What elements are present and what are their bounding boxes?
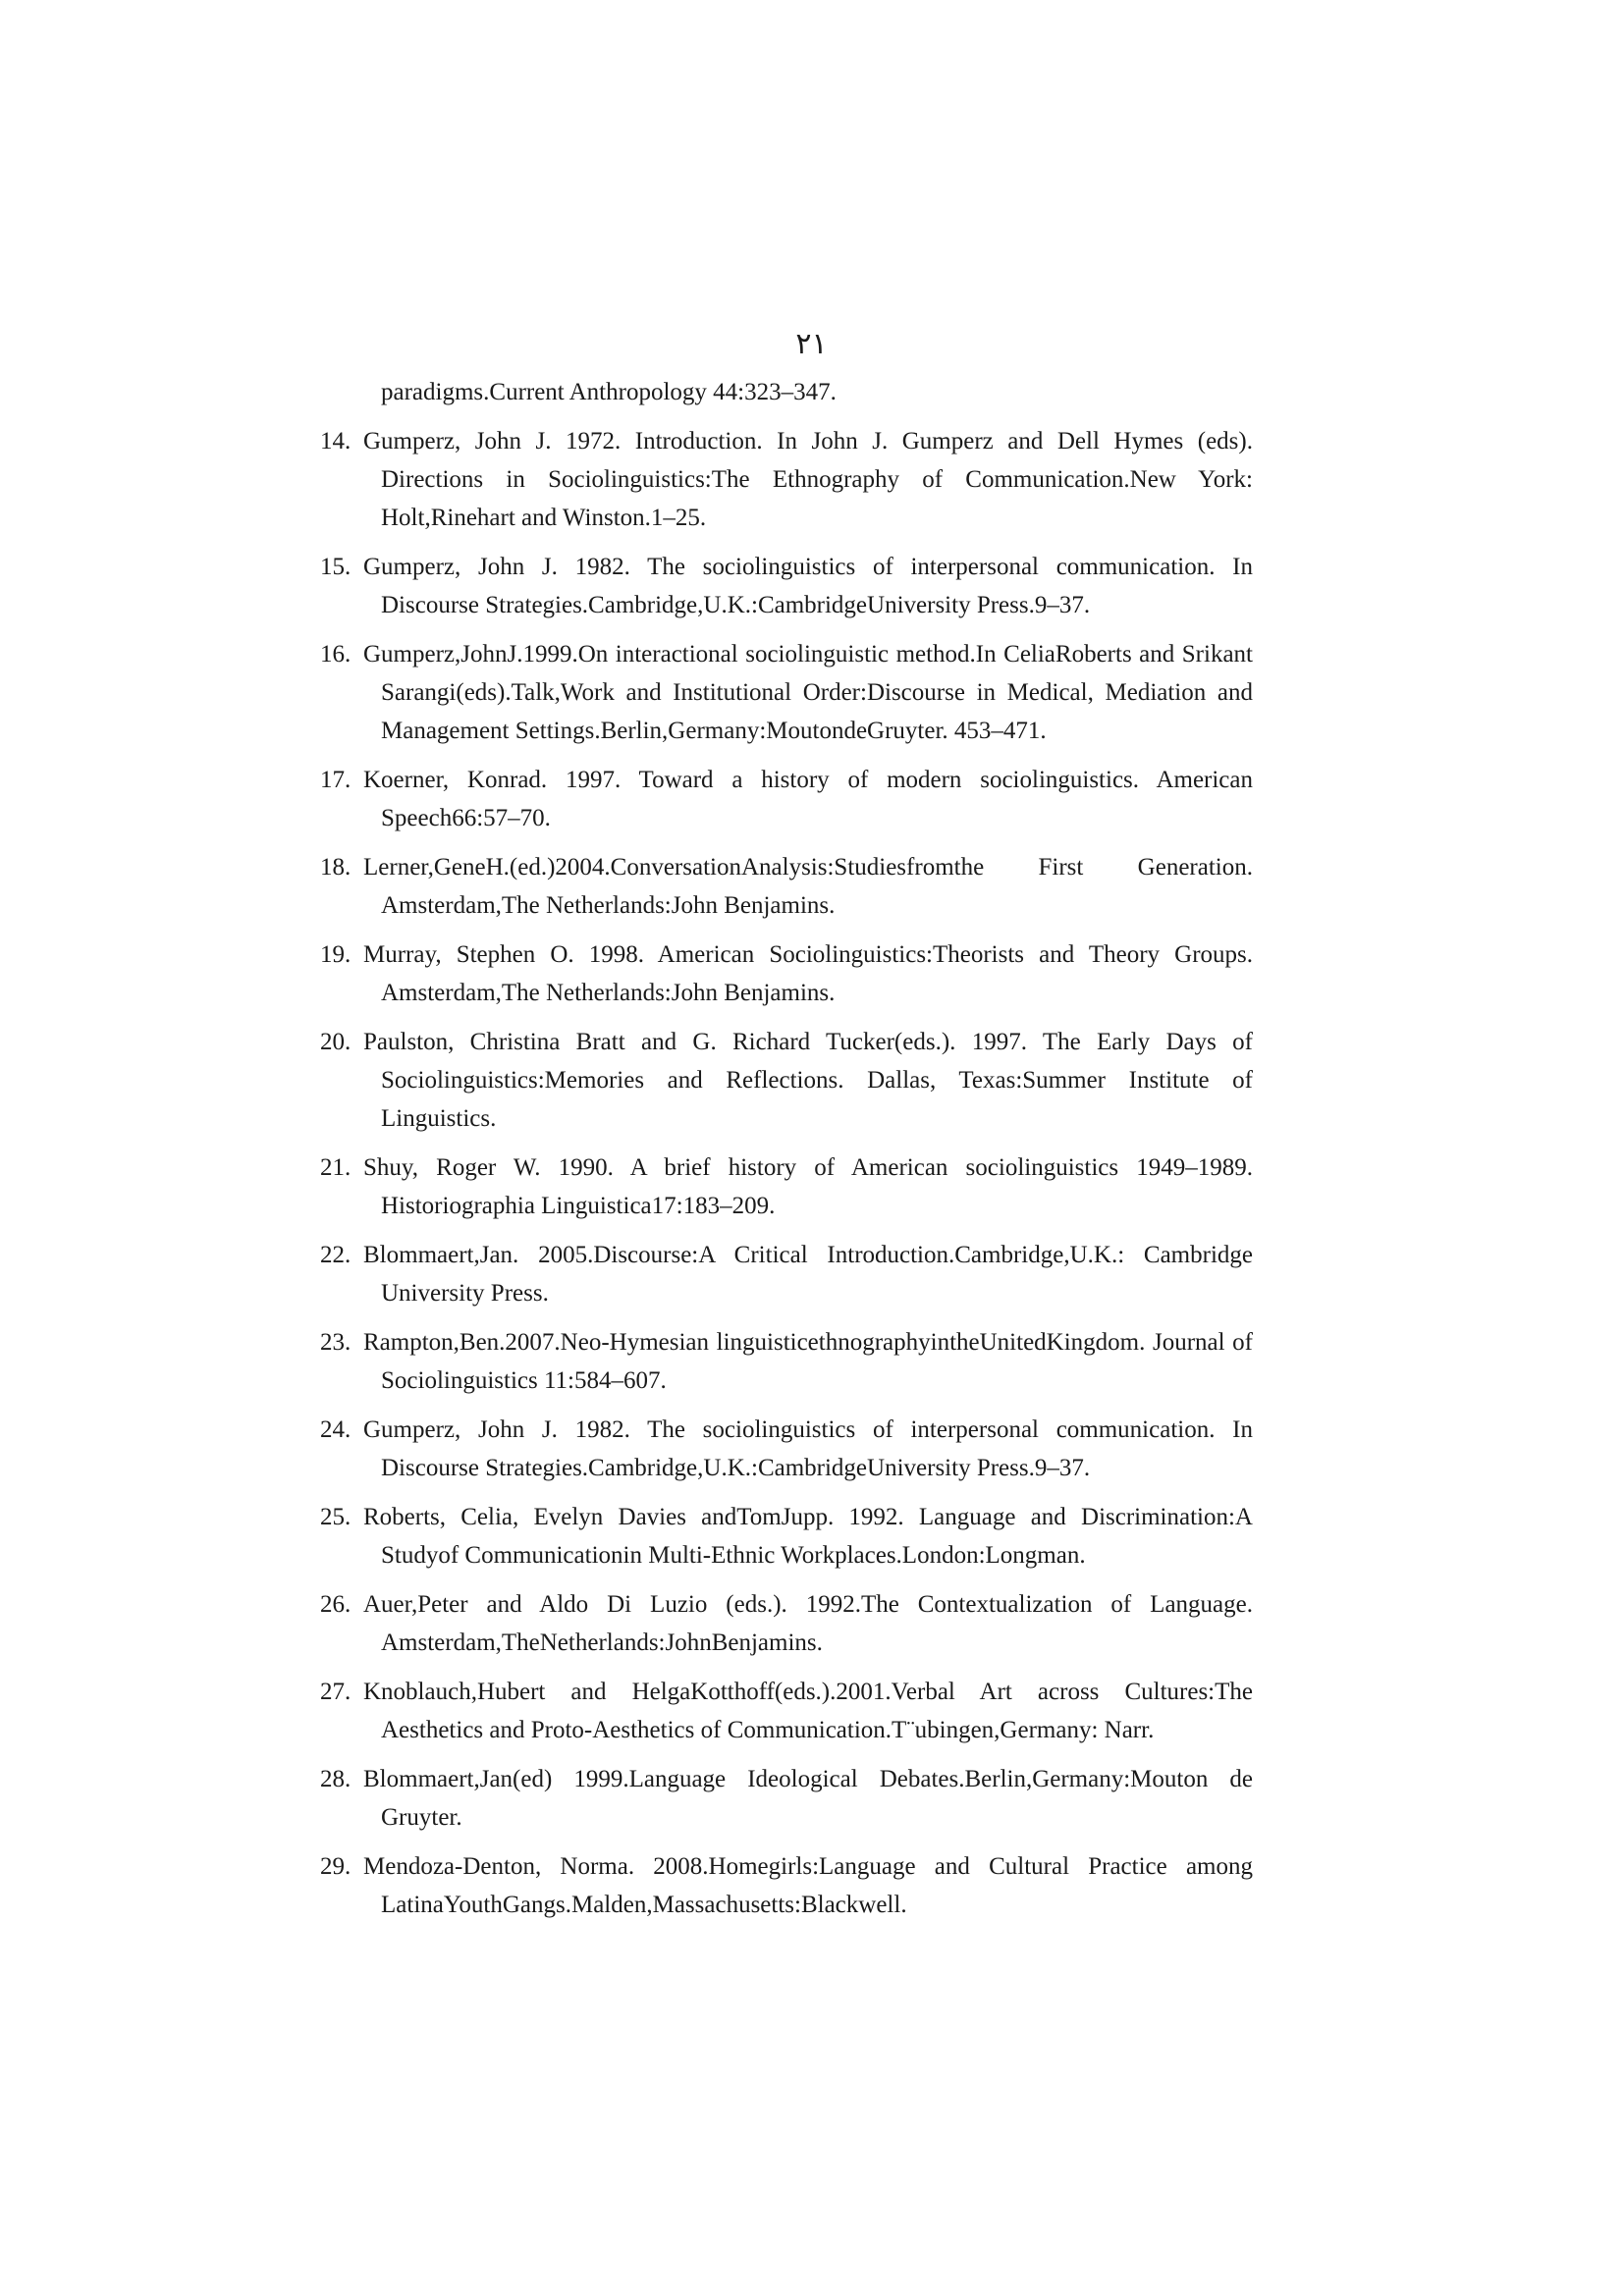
reference-number: 23. xyxy=(320,1329,352,1356)
reference-item xyxy=(320,1498,1253,1575)
reference-number: 20. xyxy=(320,1029,352,1055)
reference-item xyxy=(320,1323,1253,1400)
reference-text: Paulston, Christina Bratt and G. Richard Tucker(eds.). 1997. The Early Days of Sociolinguistics:Memories and Reflections. Dallas, Texas:Summer Institute of Linguistics. xyxy=(363,1029,1253,1132)
reference-text: Blommaert,Jan. 2005.Discourse:A Critical Introduction.Cambridge,U.K.: Cambridge University Press. xyxy=(363,1242,1253,1307)
reference-text: Gumperz,JohnJ.1999.On interactional sociolinguistic method.In CeliaRoberts and Srikant Sarangi(eds).Talk,Work and Institutional Order:Discourse in Medical, Mediation and Management Settings.Berlin,Germany:MoutondeGruyter. 453–471. xyxy=(363,641,1253,744)
page-number: ۲۱ xyxy=(795,328,828,360)
reference-item xyxy=(320,761,1253,837)
reference-text: Gumperz, John J. 1982. The sociolinguistics of interpersonal communication. In Discourse Strategies.Cambridge,U.K.:CambridgeUniversity Press.9–37. xyxy=(363,554,1253,618)
reference-number: 21. xyxy=(320,1154,352,1181)
reference-text: Murray, Stephen O. 1998. American Sociolinguistics:Theorists and Theory Groups. Amsterdam,The Netherlands:John Benjamins. xyxy=(363,941,1253,1006)
reference-text: Blommaert,Jan(ed) 1999.Language Ideological Debates.Berlin,Germany:Mouton de Gruyter. xyxy=(363,1766,1253,1831)
reference-number: 26. xyxy=(320,1591,352,1618)
reference-item xyxy=(320,1236,1253,1312)
reference-text: Gumperz, John J. 1982. The sociolinguistics of interpersonal communication. In Discourse Strategies.Cambridge,U.K.:CambridgeUniversity Press.9–37. xyxy=(363,1416,1253,1481)
reference-text: Shuy, Roger W. 1990. A brief history of American sociolinguistics 1949–1989. Historiographia Linguistica17:183–209. xyxy=(363,1154,1253,1219)
reference-item xyxy=(320,1760,1253,1837)
reference-text: Roberts, Celia, Evelyn Davies andTomJupp. 1992. Language and Discrimination:A Studyof Communicationin Multi-Ethnic Workplaces.London:Longman. xyxy=(363,1504,1253,1569)
reference-number: 22. xyxy=(320,1242,352,1268)
reference-number: 25. xyxy=(320,1504,352,1530)
reference-item xyxy=(320,935,1253,1012)
reference-number: 17. xyxy=(320,767,352,793)
reference-number: 29. xyxy=(320,1853,352,1880)
reference-text: Knoblauch,Hubert and HelgaKotthoff(eds.).2001.Verbal Art across Cultures:The Aesthetics and Proto-Aesthetics of Communication.T¨ubingen,Germany: Narr. xyxy=(363,1679,1253,1743)
reference-text: Mendoza-Denton, Norma. 2008.Homegirls:Language and Cultural Practice among LatinaYouthGangs.Malden,Massachusetts:Blackwell. xyxy=(363,1853,1253,1918)
reference-text: Auer,Peter and Aldo Di Luzio (eds.). 1992.The Contextualization of Language. Amsterdam,TheNetherlands:JohnBenjamins. xyxy=(363,1591,1253,1656)
reference-number: 28. xyxy=(320,1766,352,1792)
reference-number: 27. xyxy=(320,1679,352,1705)
reference-text: Lerner,GeneH.(ed.)2004.ConversationAnalysis:Studiesfromthe First Generation. Amsterdam,The Netherlands:John Benjamins. xyxy=(363,854,1253,919)
reference-number: 24. xyxy=(320,1416,352,1443)
reference-text: Koerner, Konrad. 1997. Toward a history of modern sociolinguistics. American Speech66:57–70. xyxy=(363,767,1253,831)
reference-number: 16. xyxy=(320,641,352,667)
reference-item xyxy=(320,1585,1253,1662)
reference-item xyxy=(320,422,1253,537)
reference-number: 18. xyxy=(320,854,352,881)
reference-text: Gumperz, John J. 1972. Introduction. In John J. Gumperz and Dell Hymes (eds). Directions in Sociolinguistics:The Ethnography of Communication.New York: Holt,Rinehart and Winston.1–25. xyxy=(363,428,1253,531)
reference-number: 14. xyxy=(320,428,352,454)
reference-number: 19. xyxy=(320,941,352,968)
reference-item xyxy=(320,1023,1253,1138)
reference-item xyxy=(320,1411,1253,1487)
reference-item xyxy=(320,1148,1253,1225)
reference-item xyxy=(320,548,1253,624)
reference-list xyxy=(320,373,1253,1935)
reference-number: 15. xyxy=(320,554,352,580)
reference-item xyxy=(320,1847,1253,1924)
reference-item xyxy=(320,635,1253,750)
reference-text: Rampton,Ben.2007.Neo-Hymesian linguisticethnographyintheUnitedKingdom. Journal of Sociolinguistics 11:584–607. xyxy=(363,1329,1253,1394)
reference-continuation: paradigms.Current Anthropology 44:323–347. xyxy=(381,379,837,405)
reference-item xyxy=(320,848,1253,925)
reference-item xyxy=(320,1673,1253,1749)
